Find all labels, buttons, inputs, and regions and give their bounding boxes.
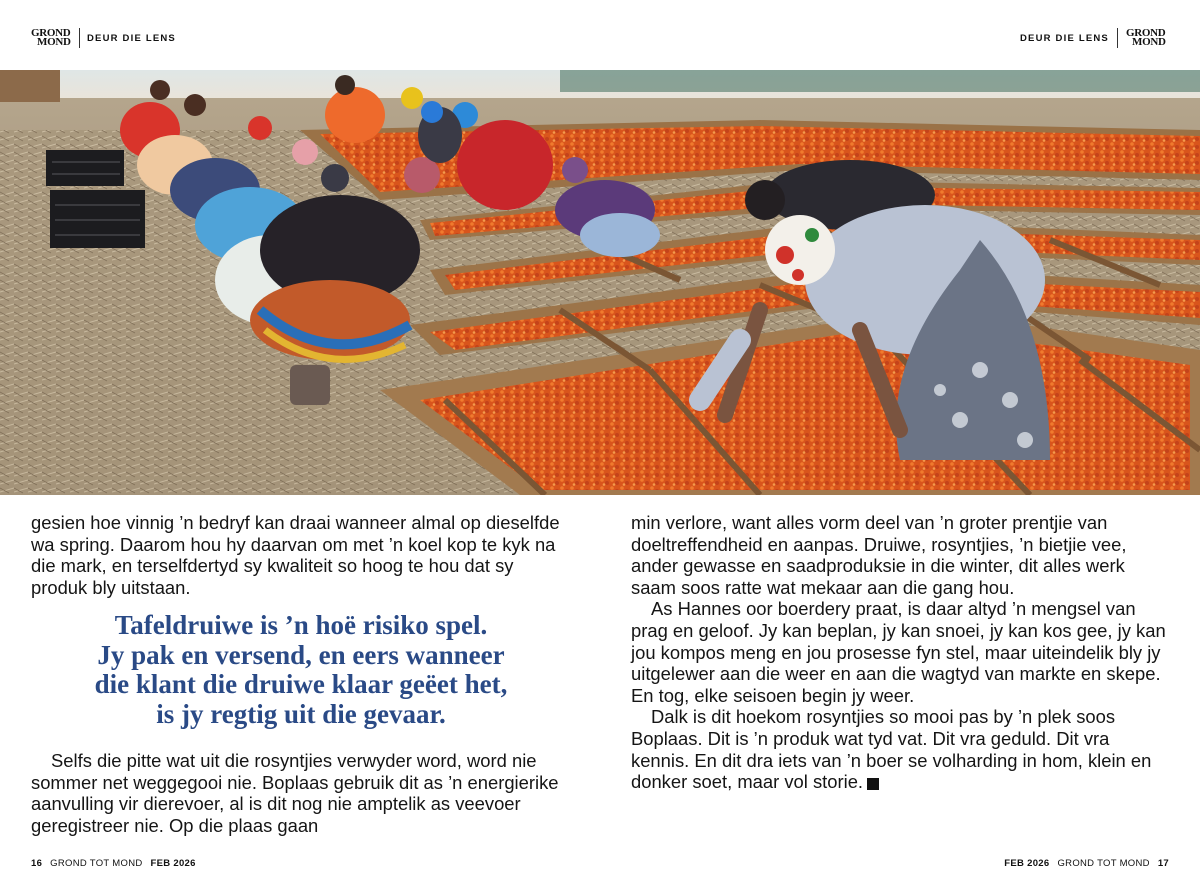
paragraph-text: Dalk is dit hoekom rosyntjies so mooi pas by ’n plek soos Boplaas. Dit is ’n produk wat tyd vat. Dit vra geduld. Dit vra kennis. En dit dra iets van ’n boer se volharding in hom, klein en donker soet, maar vol storie. (631, 706, 1152, 793)
article-column-left-top (31, 512, 571, 598)
footer-left (31, 858, 196, 869)
hero-photo (0, 70, 1200, 495)
page-number-left: 16 (31, 858, 43, 869)
footer-right (1004, 858, 1169, 869)
header-divider-right (1117, 28, 1118, 48)
paragraph: min verlore, want alles vorm deel van ’n groter prentjie van doeltreffendheid en aanpas. Druiwe, rosyntjies, ’n bietjie vee, ander gewasse en saadproduksie in die winter, dit alles werk saam soos ratte wat mekaar aan die gang hou. (631, 512, 1127, 598)
paragraph-last (631, 706, 1171, 792)
page-header (0, 0, 1200, 70)
article-column-left-bottom (31, 750, 571, 836)
logo-line-2: MOND (1132, 36, 1166, 48)
section-label-left: DEUR DIE LENS (87, 33, 176, 44)
page-number-right: 17 (1157, 858, 1169, 869)
raisin-drying-illustration (0, 70, 1200, 495)
section-label-right: DEUR DIE LENS (1020, 33, 1109, 44)
paragraph: As Hannes oor boerdery praat, is daar altyd ’n mengsel van prag en geloof. Jy kan beplan, jy kan snoei, jy kan kos gee, jy kan jou kompos meng en jou prosesse fyn stel, maar uiteindelik bly jy uitgelewer aan die weer en aan die wagtyd van markte en skepe. En tog, elke seisoen begin jy weer. (631, 598, 1166, 706)
pull-quote-line: is jy regtig uit die gevaar. (156, 698, 446, 729)
pull-quote-line: Tafeldruiwe is ’n hoë risiko spel. (114, 610, 488, 640)
pull-quote-line: Jy pak en versend, en eers wanneer (97, 639, 505, 670)
issue-date-left: FEB 2026 (150, 858, 196, 869)
logo-line-1: GROND (31, 27, 71, 39)
paragraph: gesien hoe vinnig ’n bedryf kan draai wanneer almal op dieselfde wa spring. Daarom hou hy daarvan om met ’n koel kop te kyk na die mark, en terselfdertyd sy kwaliteit so hoog te hou dat sy produk bly uitstaan. (31, 512, 560, 598)
magazine-logo-right[interactable] (1126, 29, 1166, 47)
magazine-logo-left[interactable] (31, 29, 71, 47)
pull-quote-line: die klant die druiwe klaar geëet het, (94, 669, 508, 699)
pull-quote (31, 611, 571, 729)
issue-date-right: FEB 2026 (1004, 858, 1050, 869)
paragraph: Selfs die pitte wat uit die rosyntjies verwyder word, word nie sommer net weggegooi nie. Boplaas gebruik dit as ’n energierike aanvulling vir dierevoer, al is dit nog nie amptelik as veevoer geregistreer nie. Op die plaas gaan (31, 750, 559, 836)
header-divider-left (79, 28, 80, 48)
publication-name-right: GROND TOT MOND (1057, 858, 1150, 869)
logo-line-2: MOND (37, 36, 71, 48)
logo-line-1: GROND (1126, 27, 1166, 39)
article-column-right (631, 512, 1171, 793)
publication-name-left: GROND TOT MOND (50, 858, 143, 869)
end-of-article-icon: † (867, 778, 879, 790)
